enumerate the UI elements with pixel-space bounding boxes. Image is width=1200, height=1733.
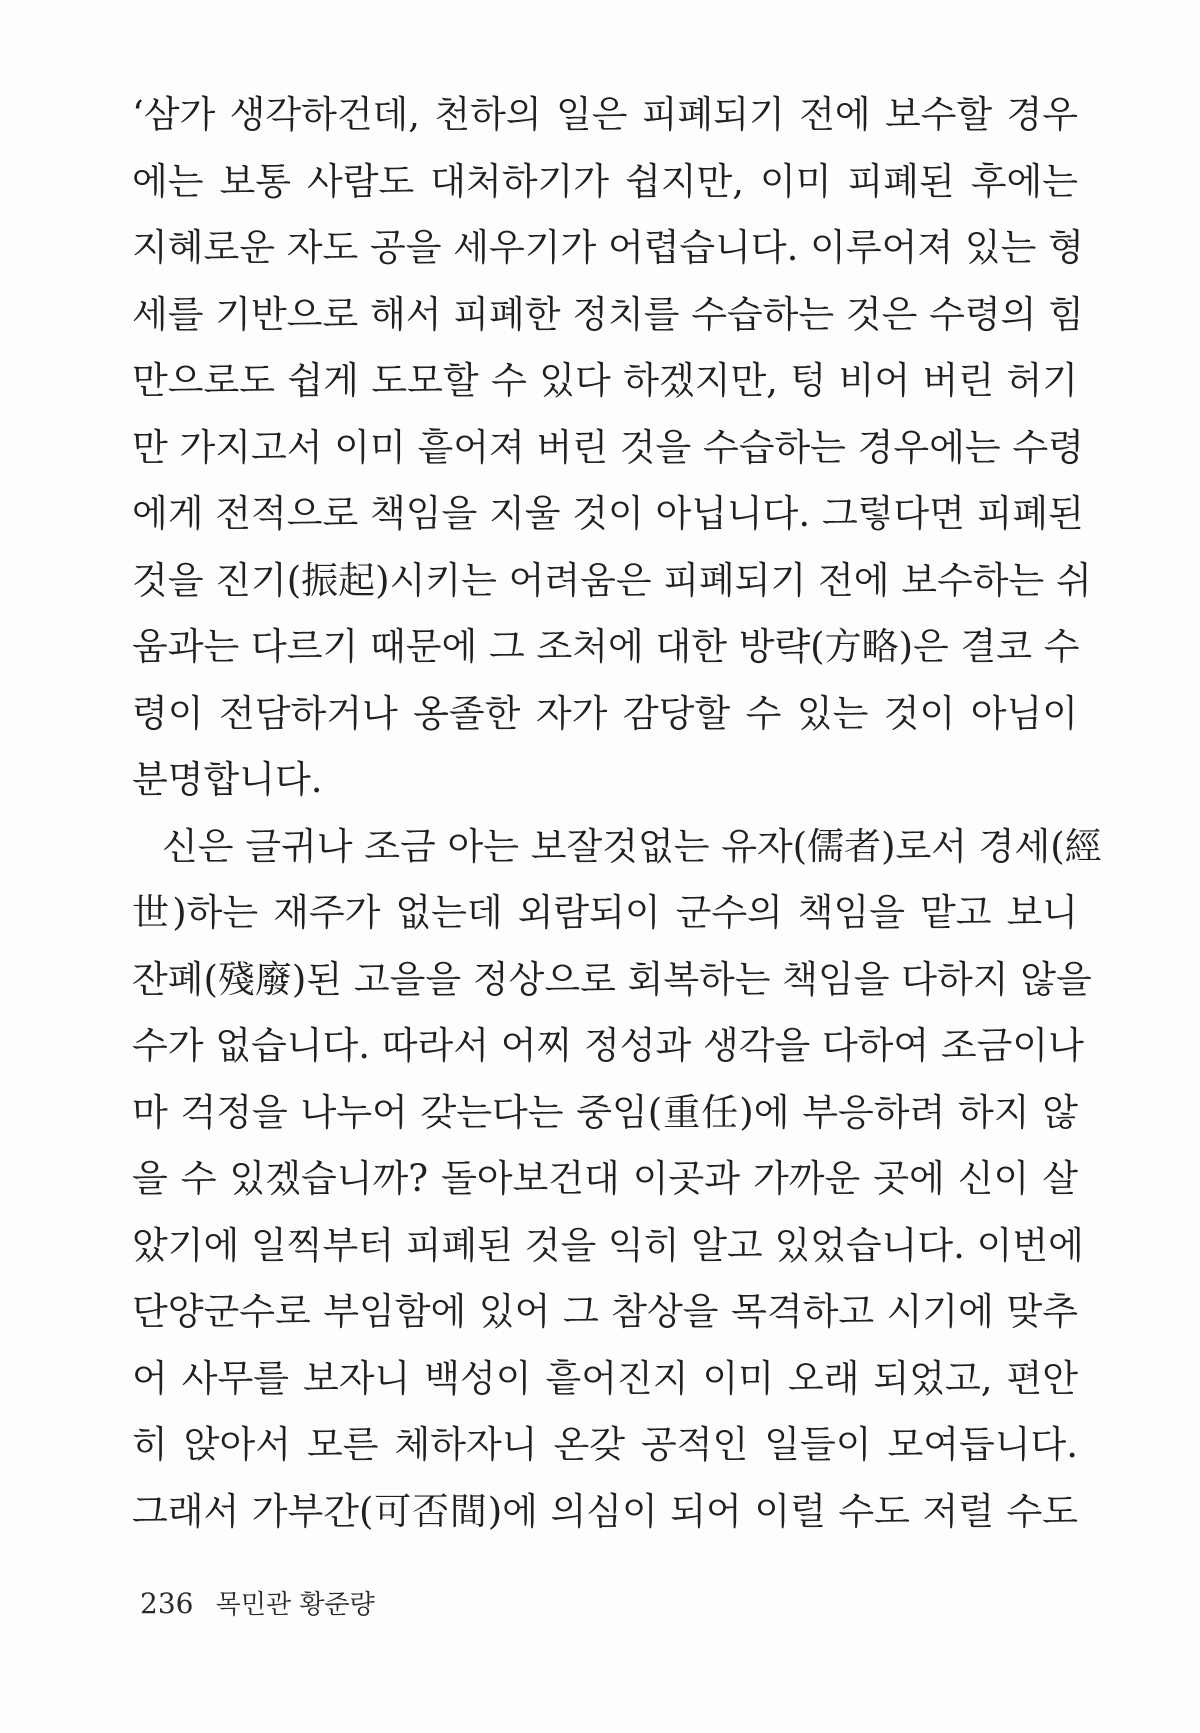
- text-line: 잔폐(殘廢)된 고을을 정상으로 회복하는 책임을 다하지 않을: [132, 957, 1092, 1001]
- text-line: 만으로도 쉽게 도모할 수 있다 하겠지만, 텅 비어 버린 허기: [132, 359, 1078, 402]
- text-line: 히 앉아서 모른 체하자니 온갖 공적인 일들이 모여듭니다.: [132, 1423, 1078, 1466]
- text-line: 령이 전담하거나 옹졸한 자가 감당할 수 있는 것이 아님이: [132, 691, 1078, 735]
- text-line: 世)하는 재주가 없는데 외람되이 군수의 책임을 맡고 보니: [132, 891, 1078, 934]
- text-line: 을 수 있겠습니까? 돌아보건대 이곳과 가까운 곳에 신이 살: [132, 1157, 1078, 1200]
- text-line: 세를 기반으로 해서 피폐한 정치를 수습하는 것은 수령의 힘: [132, 292, 1084, 336]
- text-line: 것을 진기(振起)시키는 어려움은 피폐되기 전에 보수하는 쉬: [132, 558, 1092, 602]
- text-line: 수가 없습니다. 따라서 어찌 정성과 생각을 다하여 조금이나: [132, 1024, 1084, 1067]
- text-line: 만 가지고서 이미 흩어져 버린 것을 수습하는 경우에는 수령: [132, 425, 1084, 469]
- text-line: 에는 보통 사람도 대처하기가 쉽지만, 이미 피폐된 후에는: [132, 159, 1078, 203]
- text-line: ‘삼가 생각하건데, 천하의 일은 피폐되기 전에 보수할 경우: [132, 93, 1078, 136]
- running-title: 목민관 황준량: [215, 1590, 375, 1620]
- text-line: 았기에 일찍부터 피폐된 것을 익히 알고 있었습니다. 이번에: [132, 1223, 1084, 1267]
- text-line: 단양군수로 부임함에 있어 그 참상을 목격하고 시기에 맞추: [132, 1290, 1078, 1333]
- text-line: 지혜로운 자도 공을 세우기가 어렵습니다. 이루어져 있는 형: [132, 226, 1084, 269]
- text-line: 그래서 가부간(可否間)에 의심이 되어 이럴 수도 저럴 수도: [132, 1489, 1078, 1533]
- text-line: 어 사무를 보자니 백성이 흩어진지 이미 오래 되었고, 편안: [132, 1356, 1078, 1400]
- text-line-paragraph-start: 신은 글귀나 조금 아는 보잘것없는 유자(儒者)로서 경세(經: [162, 824, 1102, 868]
- page-number: 236: [140, 1587, 194, 1620]
- text-line: 에게 전적으로 책임을 지울 것이 아닙니다. 그렇다면 피폐된: [132, 492, 1084, 535]
- text-line: 분명합니다.: [132, 758, 323, 801]
- page-footer: [140, 1584, 375, 1621]
- text-line: 마 걱정을 나누어 갖는다는 중임(重任)에 부응하려 하지 않: [132, 1090, 1078, 1134]
- body-text: [132, 82, 1102, 1545]
- text-line: 움과는 다르기 때문에 그 조처에 대한 방략(方略)은 결코 수: [132, 625, 1080, 668]
